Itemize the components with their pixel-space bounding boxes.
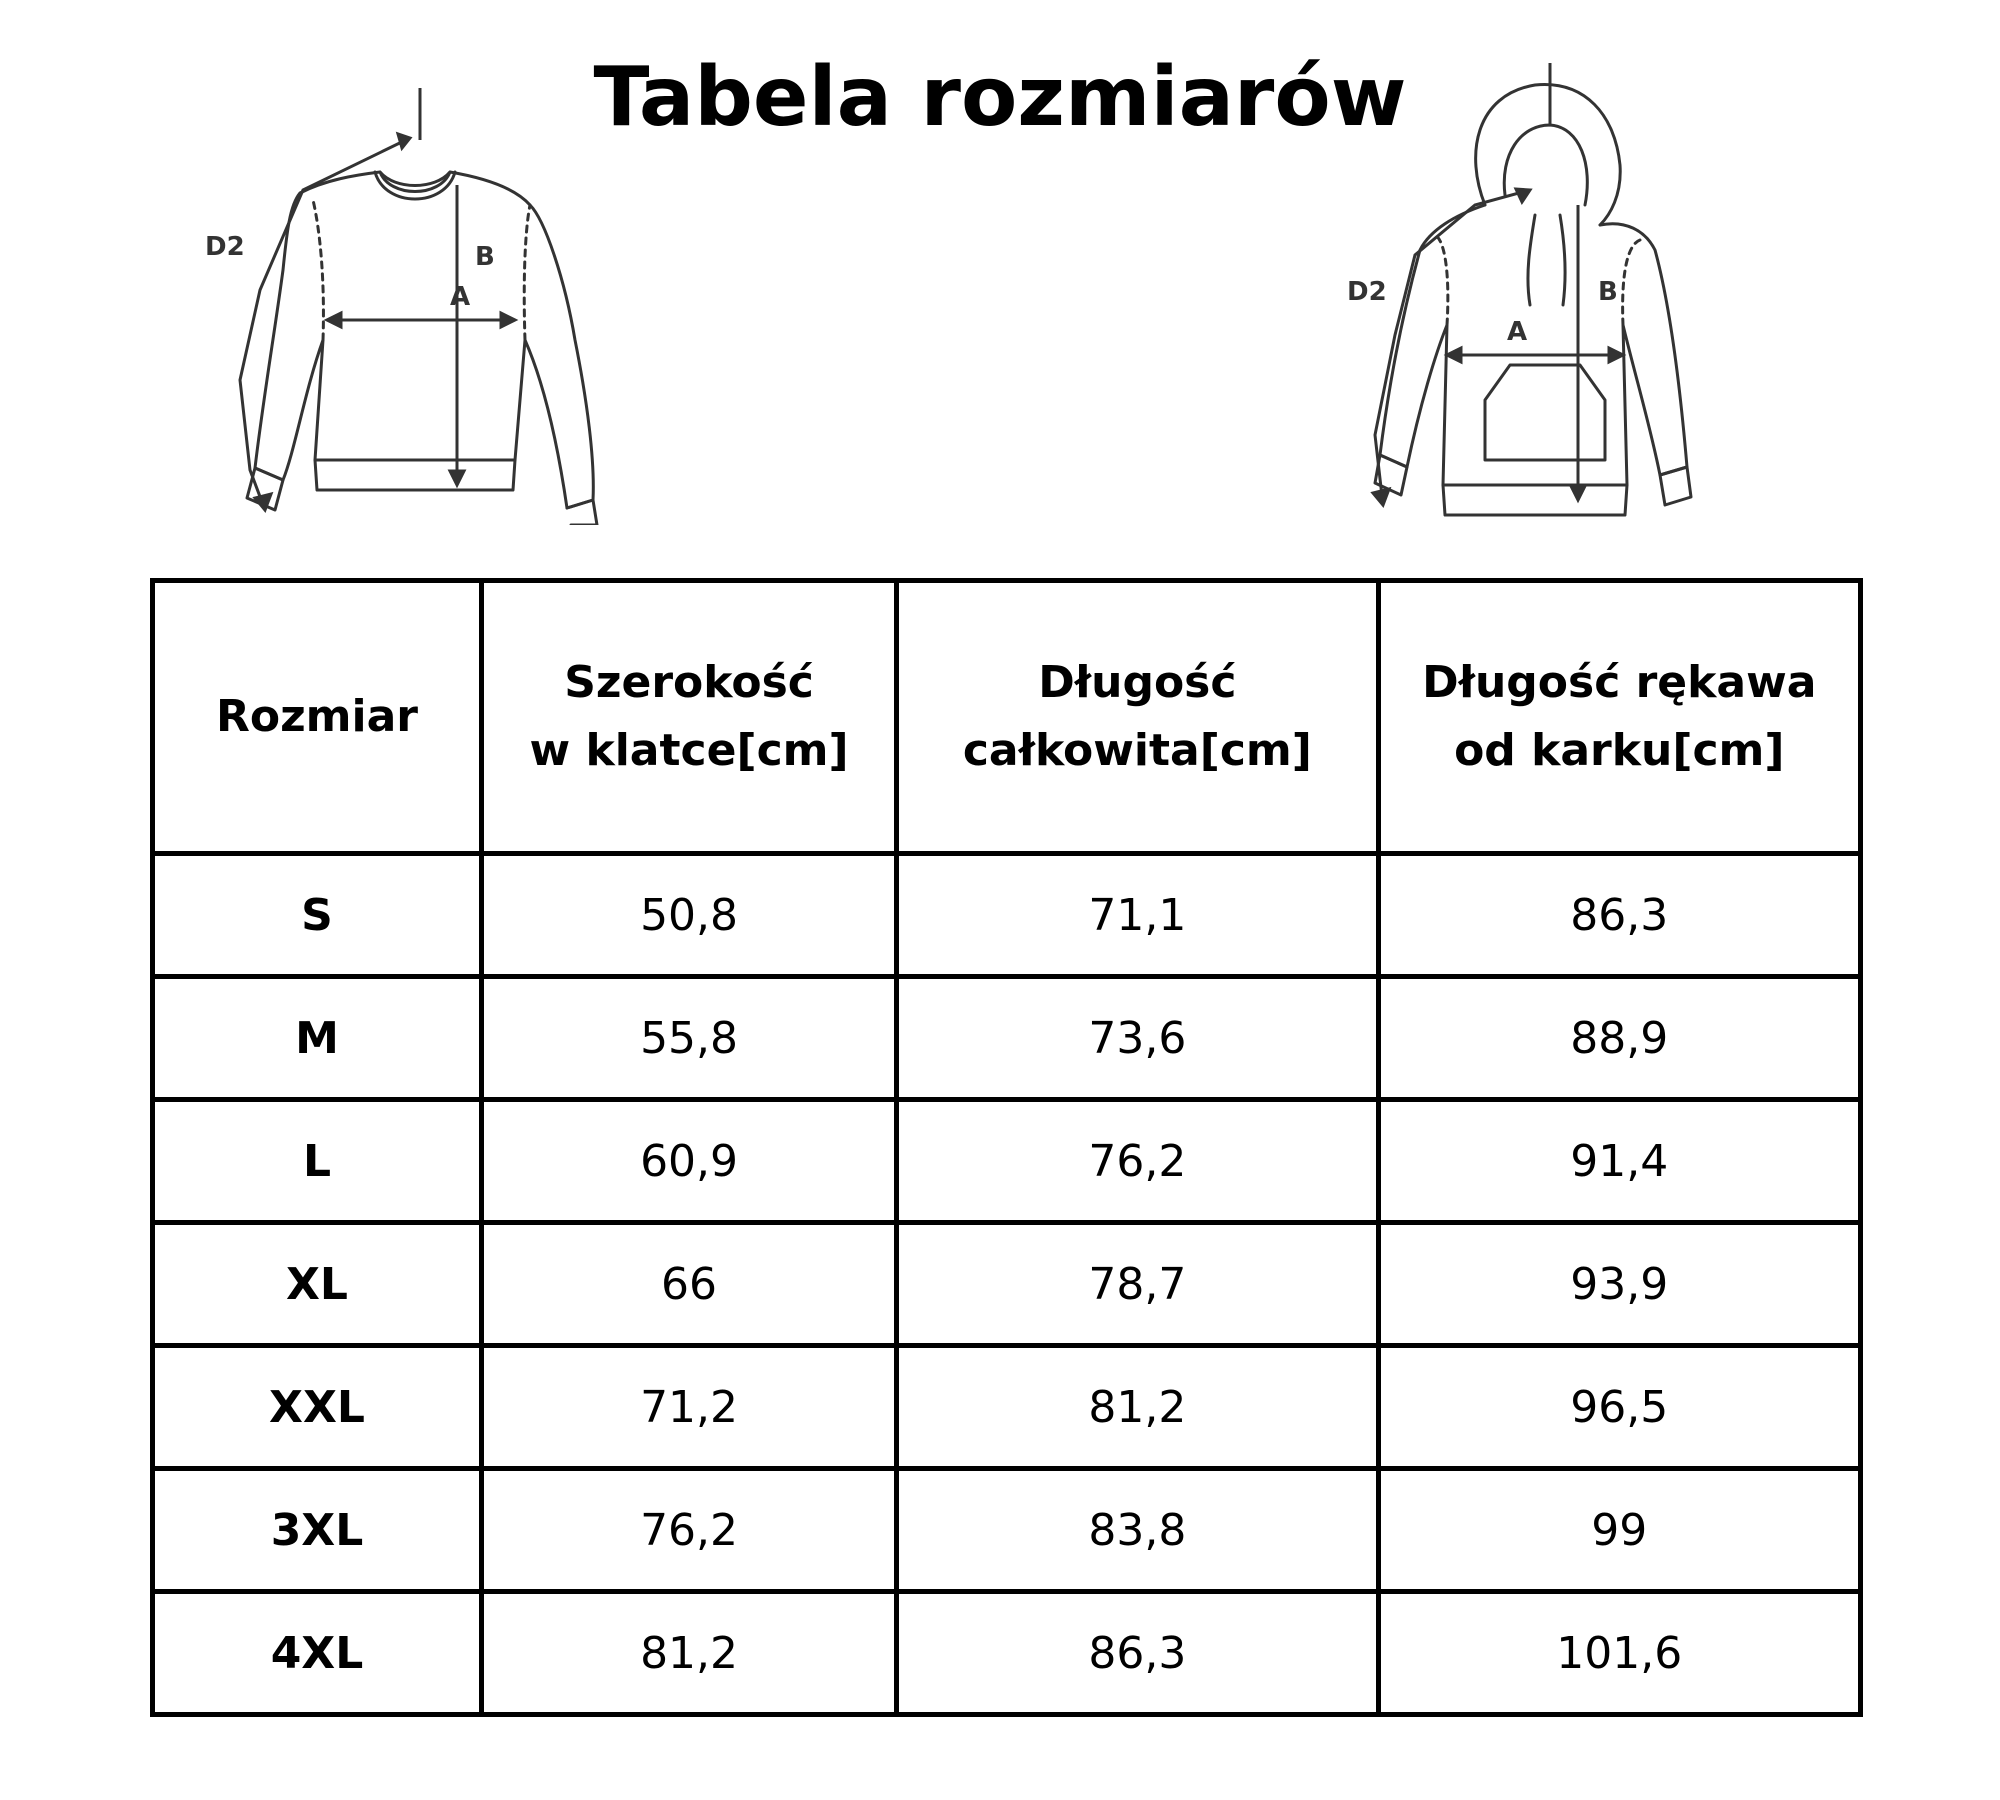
header-row xyxy=(153,581,1861,854)
hoodie-measurement-diagram xyxy=(1335,55,1735,525)
length-cell: 81,2 xyxy=(897,1346,1378,1469)
table-row xyxy=(153,977,1861,1100)
length-cell: 86,3 xyxy=(897,1592,1378,1715)
sleeve-cell: 91,4 xyxy=(1378,1100,1860,1223)
size-cell: L xyxy=(153,1100,482,1223)
length-cell: 83,8 xyxy=(897,1469,1378,1592)
header-sleeve-line2: od karku[cm] xyxy=(1454,725,1785,776)
size-cell: XXL xyxy=(153,1346,482,1469)
chest-cell: 55,8 xyxy=(481,977,896,1100)
hoodie-illustration xyxy=(1335,55,1735,525)
header-chest-line2: w klatce[cm] xyxy=(529,725,849,776)
header-total-length xyxy=(897,581,1378,854)
table-row xyxy=(153,1223,1861,1346)
header-sleeve-length xyxy=(1378,581,1860,854)
header-size-line1: Rozmiar xyxy=(215,691,418,742)
table-row xyxy=(153,1100,1861,1223)
length-cell: 73,6 xyxy=(897,977,1378,1100)
table-row xyxy=(153,1469,1861,1592)
table-row xyxy=(153,1592,1861,1715)
hoodie-label-a: A xyxy=(1507,317,1528,347)
size-cell: XL xyxy=(153,1223,482,1346)
header-size xyxy=(153,581,482,854)
sweatshirt-measurement-diagram xyxy=(195,80,615,525)
sweatshirt-label-a: A xyxy=(450,282,471,312)
length-cell: 71,1 xyxy=(897,854,1378,977)
header-sleeve-line1: Długość rękawa xyxy=(1422,657,1817,708)
sleeve-cell: 86,3 xyxy=(1378,854,1860,977)
sleeve-cell: 93,9 xyxy=(1378,1223,1860,1346)
header-chest-line1: Szerokość xyxy=(564,657,814,708)
sweatshirt-illustration xyxy=(195,80,615,525)
sleeve-cell: 99 xyxy=(1378,1469,1860,1592)
hoodie-label-b: B xyxy=(1598,277,1618,307)
sleeve-cell: 101,6 xyxy=(1378,1592,1860,1715)
page-title: Tabela rozmiarów xyxy=(593,50,1407,145)
chest-cell: 81,2 xyxy=(481,1592,896,1715)
header-length-line1: Długość xyxy=(1038,657,1237,708)
chest-cell: 76,2 xyxy=(481,1469,896,1592)
sweatshirt-label-d2: D2 xyxy=(205,232,245,262)
chest-cell: 71,2 xyxy=(481,1346,896,1469)
table-row xyxy=(153,854,1861,977)
length-cell: 78,7 xyxy=(897,1223,1378,1346)
chest-cell: 60,9 xyxy=(481,1100,896,1223)
header-chest-width xyxy=(481,581,896,854)
hoodie-label-d2: D2 xyxy=(1347,277,1387,307)
header-length-line2: całkowita[cm] xyxy=(962,725,1312,776)
size-table xyxy=(150,578,1863,1717)
table-row xyxy=(153,1346,1861,1469)
sweatshirt-label-b: B xyxy=(475,242,495,272)
length-cell: 76,2 xyxy=(897,1100,1378,1223)
sleeve-cell: 88,9 xyxy=(1378,977,1860,1100)
size-table-header xyxy=(153,581,1861,854)
chest-cell: 50,8 xyxy=(481,854,896,977)
sleeve-cell: 96,5 xyxy=(1378,1346,1860,1469)
size-cell: 4XL xyxy=(153,1592,482,1715)
size-table-body xyxy=(153,854,1861,1715)
size-cell: 3XL xyxy=(153,1469,482,1592)
size-cell: S xyxy=(153,854,482,977)
chest-cell: 66 xyxy=(481,1223,896,1346)
size-cell: M xyxy=(153,977,482,1100)
